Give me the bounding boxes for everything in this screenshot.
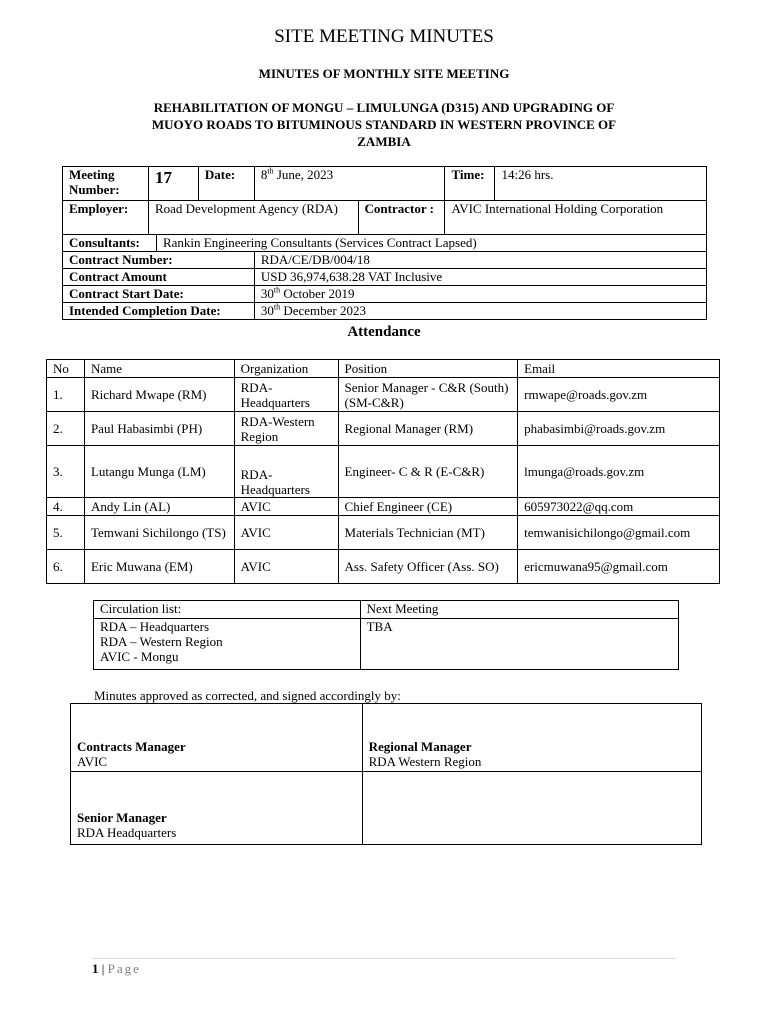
column-header: Organization [234,360,338,378]
start-date-value: 30th October 2019 [254,286,706,303]
attendee-name: Richard Mwape (RM) [84,378,234,412]
employer-label: Employer: [63,201,149,235]
attendee-email: phabasimbi@roads.gov.zm [518,412,720,446]
project-title-line: REHABILITATION OF MONGU – LIMULUNGA (D315) AND UPGRADING OF [153,100,615,115]
circulation-table [93,600,679,670]
contract-amount-label: Contract Amount [63,269,255,286]
approval-statement: Minutes approved as corrected, and signed accordingly by: [94,688,401,703]
attendee-name: Andy Lin (AL) [84,498,234,516]
signatory-org: AVIC [77,754,108,769]
project-title-line: MUOYO ROADS TO BITUMINOUS STANDARD IN WESTERN PROVINCE OF [151,117,617,132]
contractor-value: AVIC International Holding Corporation [445,201,707,235]
list-item: AVIC - Mongu [100,649,179,664]
attendance-table [46,359,720,584]
attendee-position: Regional Manager (RM) [338,412,518,446]
meeting-time: 14:26 hrs. [495,167,707,201]
attendee-name: Temwani Sichilongo (TS) [84,516,234,550]
row-number: 6. [47,550,85,584]
column-header: Name [84,360,234,378]
table-row [47,412,720,446]
table-row [47,498,720,516]
time-label: Time: [445,167,495,201]
completion-date-value: 30th December 2023 [254,303,706,320]
project-title [100,99,668,150]
meeting-details-table [62,166,707,320]
signatory-title: Contracts Manager [77,739,186,754]
consultants-value: Rankin Engineering Consultants (Services Contract Lapsed) [156,235,706,252]
attendance-header-row [47,360,720,378]
next-meeting-label: Next Meeting [360,601,678,619]
attendee-organization: RDA-Headquarters [234,378,338,412]
attendee-organization: RDA-Headquarters [234,446,338,498]
attendee-email: 605973022@qq.com [518,498,720,516]
signature-block-senior-manager [71,772,363,845]
list-item: RDA – Headquarters [100,619,210,634]
row-number: 2. [47,412,85,446]
contract-number-label: Contract Number: [63,252,255,269]
signature-table [70,703,702,845]
circulation-label: Circulation list: [94,601,361,619]
attendee-email: rmwape@roads.gov.zm [518,378,720,412]
signature-block-empty [362,772,701,845]
signatory-title: Senior Manager [77,810,167,825]
attendee-name: Lutangu Munga (LM) [84,446,234,498]
attendee-email: temwanisichilongo@gmail.com [518,516,720,550]
row-number: 3. [47,446,85,498]
signatory-org: RDA Western Region [368,754,482,769]
row-number: 4. [47,498,85,516]
page-footer [92,961,141,977]
table-row [47,446,720,498]
column-header: No [47,360,85,378]
column-header: Email [518,360,720,378]
signature-block-contracts-manager [71,704,363,772]
footer-separator: | [98,961,108,976]
meeting-number-label: Meeting Number: [63,167,149,201]
attendee-name: Eric Muwana (EM) [84,550,234,584]
footer-divider [92,958,676,959]
attendee-position: Ass. Safety Officer (Ass. SO) [338,550,518,584]
column-header: Position [338,360,518,378]
row-number: 1. [47,378,85,412]
document-subtitle: MINUTES OF MONTHLY SITE MEETING [258,66,510,81]
table-row [47,516,720,550]
signatory-title: Regional Manager [368,739,472,754]
signatory-org: RDA Headquarters [77,825,177,840]
attendee-position: Engineer- C & R (E-C&R) [338,446,518,498]
attendance-heading: Attendance [347,324,421,340]
employer-value: Road Development Agency (RDA) [148,201,358,235]
meeting-date: 8th June, 2023 [254,167,445,201]
table-row [47,378,720,412]
attendee-name: Paul Habasimbi (PH) [84,412,234,446]
attendee-organization: AVIC [234,498,338,516]
attendee-position: Chief Engineer (CE) [338,498,518,516]
attendee-organization: AVIC [234,516,338,550]
table-row [47,550,720,584]
meeting-number: 17 [148,167,198,201]
contract-number-value: RDA/CE/DB/004/18 [254,252,706,269]
completion-date-label: Intended Completion Date: [63,303,255,320]
signature-block-regional-manager [362,704,701,772]
page-label: Page [107,961,141,976]
attendee-position: Senior Manager - C&R (South) (SM-C&R) [338,378,518,412]
contract-amount-value: USD 36,974,638.28 VAT Inclusive [254,269,706,286]
start-date-label: Contract Start Date: [63,286,255,303]
consultants-label: Consultants: [63,235,157,252]
document-title: SITE MEETING MINUTES [274,26,494,47]
attendee-email: ericmuwana95@gmail.com [518,550,720,584]
contractor-label: Contractor : [358,201,445,235]
attendee-position: Materials Technician (MT) [338,516,518,550]
date-label: Date: [198,167,254,201]
project-title-line: ZAMBIA [357,134,411,149]
page-number: 1 [92,961,99,976]
circulation-list [94,619,361,670]
attendee-email: lmunga@roads.gov.zm [518,446,720,498]
list-item: RDA – Western Region [100,634,223,649]
attendee-organization: RDA-Western Region [234,412,338,446]
attendee-organization: AVIC [234,550,338,584]
row-number: 5. [47,516,85,550]
next-meeting-value: TBA [360,619,678,670]
